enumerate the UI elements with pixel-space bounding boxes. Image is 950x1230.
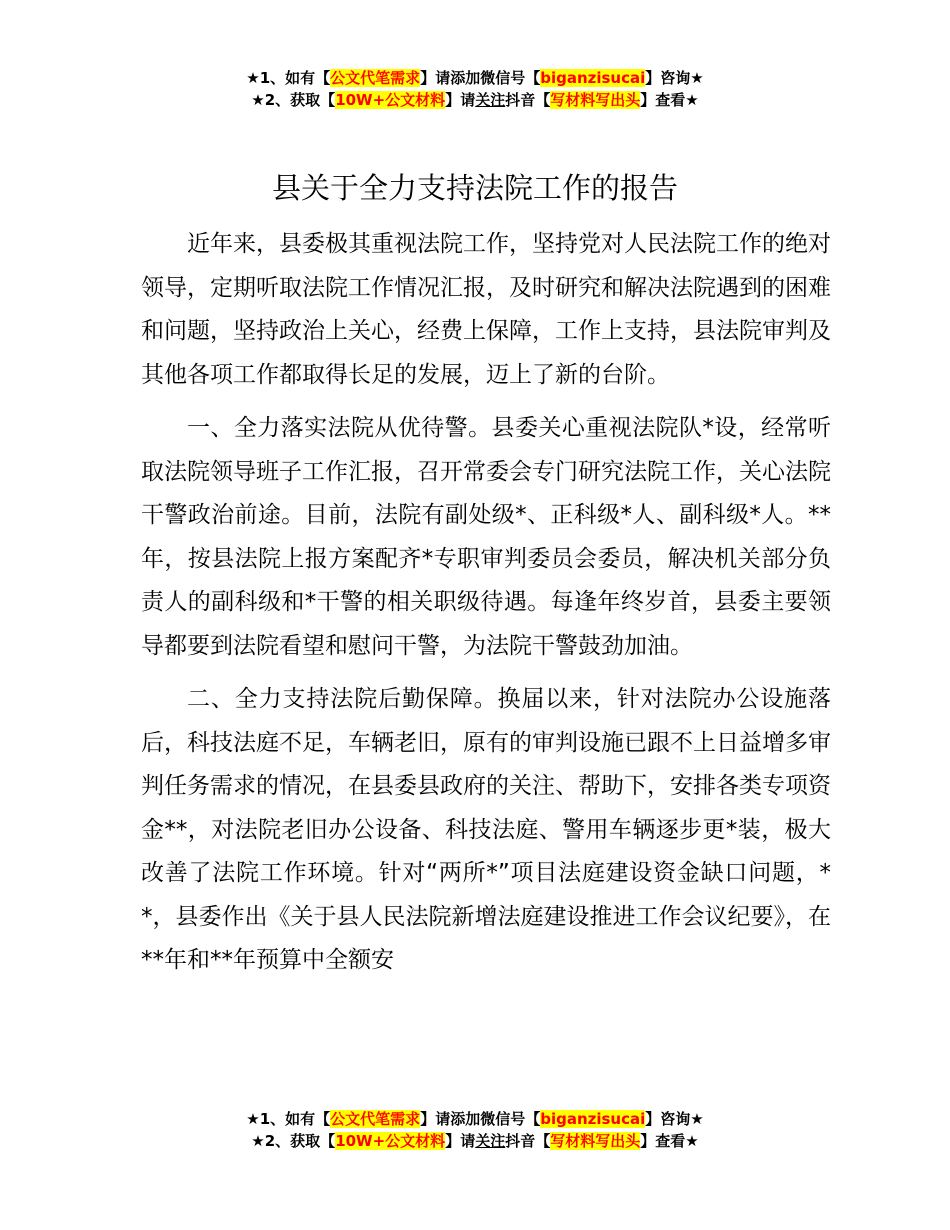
banner-text: ★1、如有【 bbox=[246, 1110, 331, 1128]
banner-text: 】请添加微信号【 bbox=[420, 1110, 541, 1128]
banner-line-2 bbox=[0, 1130, 950, 1152]
banner-highlight: 公文代笔需求 bbox=[330, 1110, 421, 1128]
banner-text: 抖音【 bbox=[505, 1132, 551, 1150]
document-title: 县关于全力支持法院工作的报告 bbox=[271, 171, 678, 205]
banner-highlight: 公文代笔需求 bbox=[330, 69, 421, 87]
document-body bbox=[141, 223, 831, 993]
banner-highlight-wechat-id: biganzisucai bbox=[540, 1110, 646, 1128]
banner-text: 】请添加微信号【 bbox=[420, 69, 541, 87]
banner-line-1 bbox=[0, 67, 950, 89]
banner-underlined: 关注 bbox=[475, 91, 506, 109]
banner-text: ★1、如有【 bbox=[246, 69, 331, 87]
banner-text: ★2、获取【 bbox=[251, 91, 336, 109]
paragraph-intro: 近年来，县委极其重视法院工作，坚持党对人民法院工作的绝对领导，定期听取法院工作情况汇报，及时研究和解决法院遇到的困难和问题，坚持政治上关心，经费上保障，工作上支持，县法院审判及其他各项工作都取得长足的发展，迈上了新的台阶。 bbox=[141, 231, 831, 388]
banner-text: 】请 bbox=[445, 91, 476, 109]
banner-text: 抖音【 bbox=[505, 91, 551, 109]
paragraph-section-1: 一、全力落实法院从优待警。县委关心重视法院队*设，经常听取法院领导班子工作汇报，召开常委会专门研究法院工作，关心法院干警政治前途。目前，法院有副处级*、正科级*人、副科级*人。**年，按县法院上报方案配齐*专职审判委员会委员，解决机关部分负责人的副科级和*干警的相关职级待遇。每逢年终岁首，县委主要领导都要到法院看望和慰问干警，为法院干警鼓劲加油。 bbox=[141, 415, 831, 659]
header-banner bbox=[0, 67, 950, 111]
paragraph-section-2: 二、全力支持法院后勤保障。换届以来，针对法院办公设施落后，科技法庭不足，车辆老旧，原有的审判设施已跟不上日益增多审判任务需求的情况，在县委县政府的关注、帮助下，安排各类专项资金**，对法院老旧办公设备、科技法庭、警用车辆逐步更*装，极大改善了法院工作环境。针对“两所*”项目法庭建设资金缺口问题，**，县委作出《关于县人民法院新增法庭建设推进工作会议纪要》，在**年和**年预算中全额安 bbox=[141, 686, 831, 973]
banner-highlight-wechat-id: biganzisucai bbox=[540, 69, 646, 87]
banner-text: 】查看★ bbox=[640, 1132, 699, 1150]
banner-line-2 bbox=[0, 89, 950, 111]
banner-underlined: 关注 bbox=[475, 1132, 506, 1150]
banner-text: ★2、获取【 bbox=[251, 1132, 336, 1150]
banner-line-1 bbox=[0, 1108, 950, 1130]
footer-banner bbox=[0, 1108, 950, 1152]
banner-text: 】查看★ bbox=[640, 91, 699, 109]
banner-highlight-account: 写材料写出头 bbox=[550, 1132, 641, 1150]
banner-text: 】请 bbox=[445, 1132, 476, 1150]
banner-highlight: 10W+公文材料 bbox=[335, 91, 446, 109]
banner-highlight: 10W+公文材料 bbox=[335, 1132, 446, 1150]
banner-text: 】咨询★ bbox=[645, 69, 704, 87]
banner-text: 】咨询★ bbox=[645, 1110, 704, 1128]
banner-highlight-account: 写材料写出头 bbox=[550, 91, 641, 109]
